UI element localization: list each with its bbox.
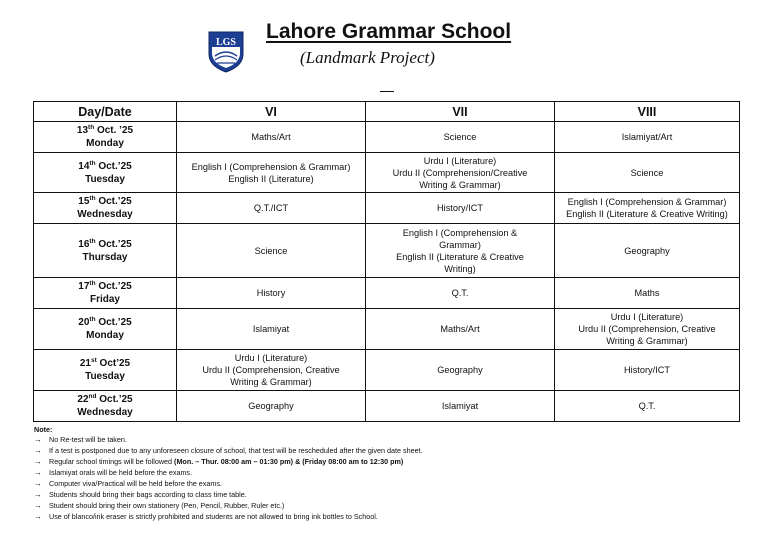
note-item: → Student should bring their own stationery (Pen, Pencil, Rubber, Ruler etc.): [34, 501, 285, 510]
date-cell: 20th Oct.’25 Monday: [34, 309, 177, 350]
note-item: → Islamiyat orals will be held before the exams.: [34, 468, 193, 477]
date-cell: 22nd Oct.’25 Wednesday: [34, 391, 177, 422]
column-header-vii: VII: [366, 102, 555, 122]
subject-cell-vii: English I (Comprehension & Grammar) English II (Literature & Creative Writing): [366, 224, 555, 278]
note-item: → Regular school timings will be followed (Mon. – Thur. 08:00 am – 01:30 pm) & (Friday 08:00 am to 12:30 pm): [34, 457, 404, 466]
date-cell: 14th Oct.’25 Tuesday: [34, 153, 177, 193]
subject-cell-viii: English I (Comprehension & Grammar) English II (Literature & Creative Writing): [555, 193, 740, 224]
date-cell: 16th Oct.’25 Thursday: [34, 224, 177, 278]
column-header-day-date: Day/Date: [34, 102, 177, 122]
subject-cell-vii: History/ICT: [366, 193, 555, 224]
subject-cell-vii: Maths/Art: [366, 309, 555, 350]
project-subtitle: (Landmark Project): [300, 48, 435, 67]
subject-cell-viii: Islamiyat/Art: [555, 122, 740, 153]
subject-cell-viii: Geography: [555, 224, 740, 278]
subject-cell-vii: Urdu I (Literature) Urdu II (Comprehension/Creative Writing & Grammar): [366, 153, 555, 193]
date-cell: 13th Oct. ’25 Monday: [34, 122, 177, 153]
subject-cell-vi: History: [177, 278, 366, 309]
arrow-right-icon: →: [34, 479, 42, 488]
table-row: [34, 193, 740, 224]
notes-title: Note:: [34, 425, 53, 434]
subject-cell-vi: Urdu I (Literature) Urdu II (Comprehension, Creative Writing & Grammar): [177, 350, 366, 391]
date-cell: 21st Oct’25 Tuesday: [34, 350, 177, 391]
note-item: → Computer viva/Practical will be held before the exams.: [34, 479, 222, 488]
column-header-vi: VI: [177, 102, 366, 122]
arrow-right-icon: →: [34, 446, 42, 455]
arrow-right-icon: →: [34, 501, 42, 510]
subject-cell-vi: Islamiyat: [177, 309, 366, 350]
table-row: [34, 391, 740, 422]
subject-cell-vii: Q.T.: [366, 278, 555, 309]
table-row: [34, 153, 740, 193]
subject-cell-vii: Islamiyat: [366, 391, 555, 422]
note-item: → Use of blanco/ink eraser is strictly prohibited and students are not allowed to bring ink bottles to School.: [34, 512, 378, 521]
subject-cell-vi: English I (Comprehension & Grammar) English II (Literature): [177, 153, 366, 193]
notes-list: [34, 434, 734, 522]
arrow-right-icon: →: [34, 457, 42, 466]
divider-dash: [380, 91, 394, 92]
subject-cell-viii: Urdu I (Literature) Urdu II (Comprehension, Creative Writing & Grammar): [555, 309, 740, 350]
school-logo: [206, 30, 246, 74]
column-header-viii: VIII: [555, 102, 740, 122]
notes-section: [34, 425, 734, 522]
table-row: [34, 278, 740, 309]
date-sheet-table: [33, 101, 740, 422]
subject-cell-vi: Q.T./ICT: [177, 193, 366, 224]
table-row: [34, 224, 740, 278]
subject-cell-vi: Geography: [177, 391, 366, 422]
date-cell: 15th Oct.’25 Wednesday: [34, 193, 177, 224]
subject-cell-viii: History/ICT: [555, 350, 740, 391]
subject-cell-viii: Q.T.: [555, 391, 740, 422]
logo-text: LGS: [215, 37, 237, 48]
table-row: [34, 350, 740, 391]
subject-cell-vi: Science: [177, 224, 366, 278]
school-name: Lahore Grammar School: [266, 20, 512, 43]
arrow-right-icon: →: [34, 468, 42, 477]
subject-cell-viii: Maths: [555, 278, 740, 309]
table-header-row: [34, 102, 740, 122]
note-item: → No Re-test will be taken.: [34, 435, 127, 444]
subject-cell-vii: Science: [366, 122, 555, 153]
date-cell: 17th Oct.’25 Friday: [34, 278, 177, 309]
subject-cell-vi: Maths/Art: [177, 122, 366, 153]
subject-cell-viii: Science: [555, 153, 740, 193]
arrow-right-icon: →: [34, 435, 42, 444]
subject-cell-vii: Geography: [366, 350, 555, 391]
table-row: [34, 122, 740, 153]
note-item: → If a test is postponed due to any unforeseen closure of school, that test will be rescheduled after the given date sheet.: [34, 446, 423, 455]
arrow-right-icon: →: [34, 490, 42, 499]
arrow-right-icon: →: [34, 512, 42, 521]
note-item: → Students should bring their bags according to class time table.: [34, 490, 247, 499]
table-row: [34, 309, 740, 350]
